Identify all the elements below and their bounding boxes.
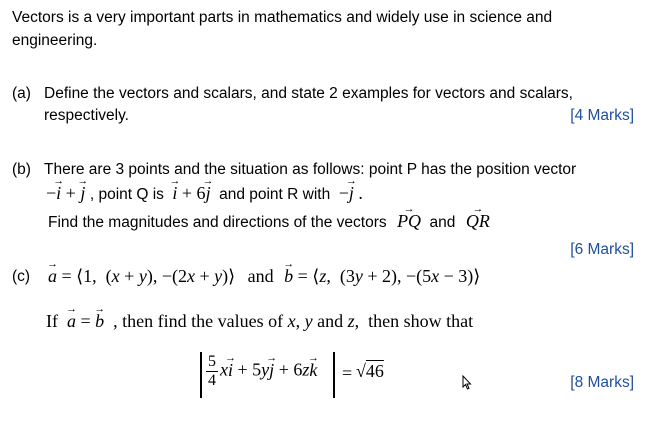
part-c-and-text: and [247,266,274,286]
vector-pq: → PQ [397,211,421,231]
magnitude-expression: $\frac{5}{4}$ x→ i + 5y→ j + 6z→ k [204,354,317,389]
part-a-line-2: respectively. [44,107,129,124]
fraction-five-quarters: $\frac{5}{4}$ [208,353,216,389]
part-b-line-1: There are 3 points and the situation as follows: point P has the position vector [44,161,577,178]
intro-line-2: engineering. [12,32,98,49]
sqrt-icon: √ [356,361,366,381]
part-b-find-text: Find the magnitudes and directions of the vectors [48,214,387,231]
abs-bar-right [333,352,335,398]
sqrt-46: √46 [356,361,384,381]
mouse-pointer-icon [462,375,472,390]
part-b-and-text: and [429,214,456,231]
point-r-text: and point R with [219,186,331,203]
vector-definitions [48,266,480,287]
p-position-vector: −→ i + → j [46,183,90,203]
part-c-label: (c) [12,268,31,285]
part-b-label: (b) [12,161,31,178]
part-a-marks: [4 Marks] [570,107,634,124]
intro-line-1: Vectors is a very important parts in mathematics and widely use in science and [12,9,553,26]
part-b-line-3 [48,211,490,232]
part-c-condition: If → a = → b , then find the values of x, y and z, then show that [46,311,473,332]
abs-bar-left [200,352,202,398]
part-a-label: (a) [12,85,31,102]
equals-sign: = [342,363,353,383]
part-a-line-1: Define the vectors and scalars, and state 2 examples for vectors and scalars, [44,85,573,102]
vector-qr: → QR [466,211,490,231]
part-c-marks: [8 Marks] [570,374,634,391]
point-q-text: , point Q is [89,186,164,203]
vector-b-definition: → b = ⟨z, (3y + 2), −(5x − 3)⟩ [284,266,480,286]
vector-a-definition: → a = ⟨1, (x + y), −(2x + y)⟩ [48,266,235,286]
part-b-marks: [6 Marks] [570,241,634,258]
part-b-line-2 [46,183,363,204]
q-position-vector: → i + 6→ j [172,183,215,203]
r-position-vector: −→ j . [339,183,363,203]
